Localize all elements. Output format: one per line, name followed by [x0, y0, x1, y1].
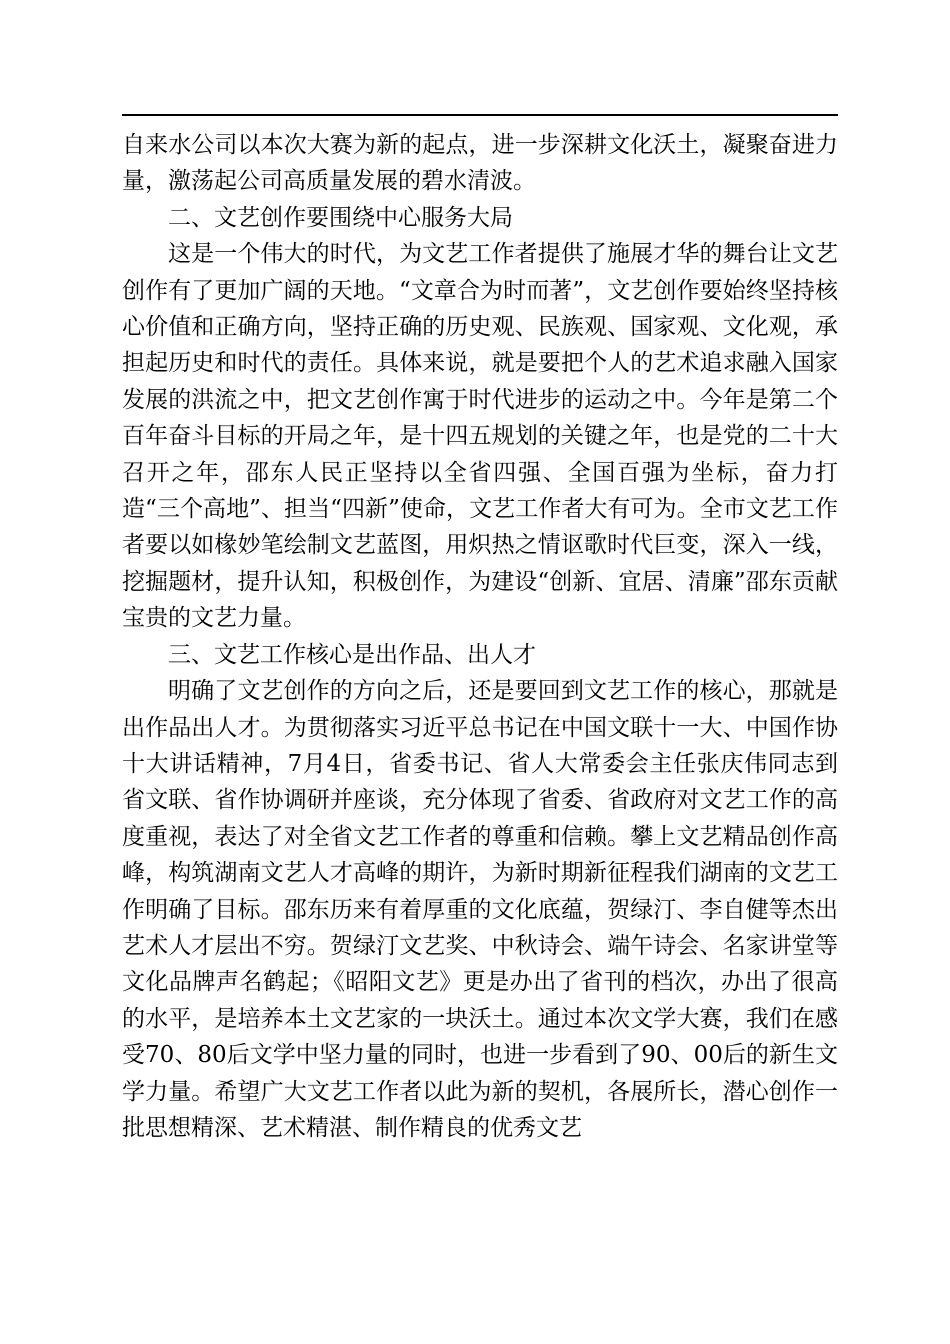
section-heading-2: 二、文艺创作要围绕中心服务大局 — [168, 204, 513, 231]
header-rule — [122, 114, 838, 116]
document-body — [122, 127, 838, 1146]
paragraph-works-talent: 明确了文艺创作的方向之后，还是要回到文艺工作的核心，那就是出作品出人才。为贯彻落实习近平总书记在中国文联十一大、中国作协十大讲话精神，7月4日，省委书记、省人大常委会主任张庆伟同志到省文联、省作协调研并座谈，充分体现了省委、省政府对文艺工作的高度重视，表达了对全省文艺工作者的尊重和信赖。攀上文艺精品创作高峰，构筑湖南文艺人才高峰的期许，为新时期新征程我们湖南的文艺工作明确了目标。邵东历来有着厚重的文化底蕴，贺绿汀、李自健等杰出艺术人才层出不穷。贺绿汀文艺奖、中秋诗会、端午诗会、名家讲堂等文化品牌声名鹤起；《昭阳文艺》更是办出了省刊的档次，办出了很高的水平，是培养本土文艺家的一块沃土。通过本次文学大赛，我们在感受70、80后文学中坚力量的同时，也进一步看到了90、00后的新生文学力量。希望广大文艺工作者以此为新的契机，各展所长，潜心创作一批思想精深、艺术精湛、制作精良的优秀文艺 — [122, 678, 838, 1141]
section-heading-3: 三、文艺工作核心是出作品、出人才 — [168, 641, 536, 668]
paragraph-continuation: 自来水公司以本次大赛为新的起点，进一步深耕文化沃土，凝聚奋进力量，激荡起公司高质量发展的碧水清波。 — [122, 132, 838, 195]
paragraph-era: 这是一个伟大的时代，为文艺工作者提供了施展才华的舞台让文艺创作有了更加广阔的天地。“文章合为时而著”，文艺创作要始终坚持核心价值和正确方向，坚持正确的历史观、民族观、国家观、文化观，承担起历史和时代的责任。具体来说，就是要把个人的艺术追求融入国家发展的洪流之中，把文艺创作寓于时代进步的运动之中。今年是第二个百年奋斗目标的开局之年，是十四五规划的关键之年，也是党的二十大召开之年，邵东人民正坚持以全省四强、全国百强为坐标，奋力打造“三个高地”、担当“四新”使命，文艺工作者大有可为。全市文艺工作者要以如椽妙笔绘制文艺蓝图，用炽热之情讴歌时代巨变，深入一线，挖掘题材，提升认知，积极创作，为建设“创新、宜居、清廉”邵东贡献宝贵的文艺力量。 — [122, 241, 838, 632]
